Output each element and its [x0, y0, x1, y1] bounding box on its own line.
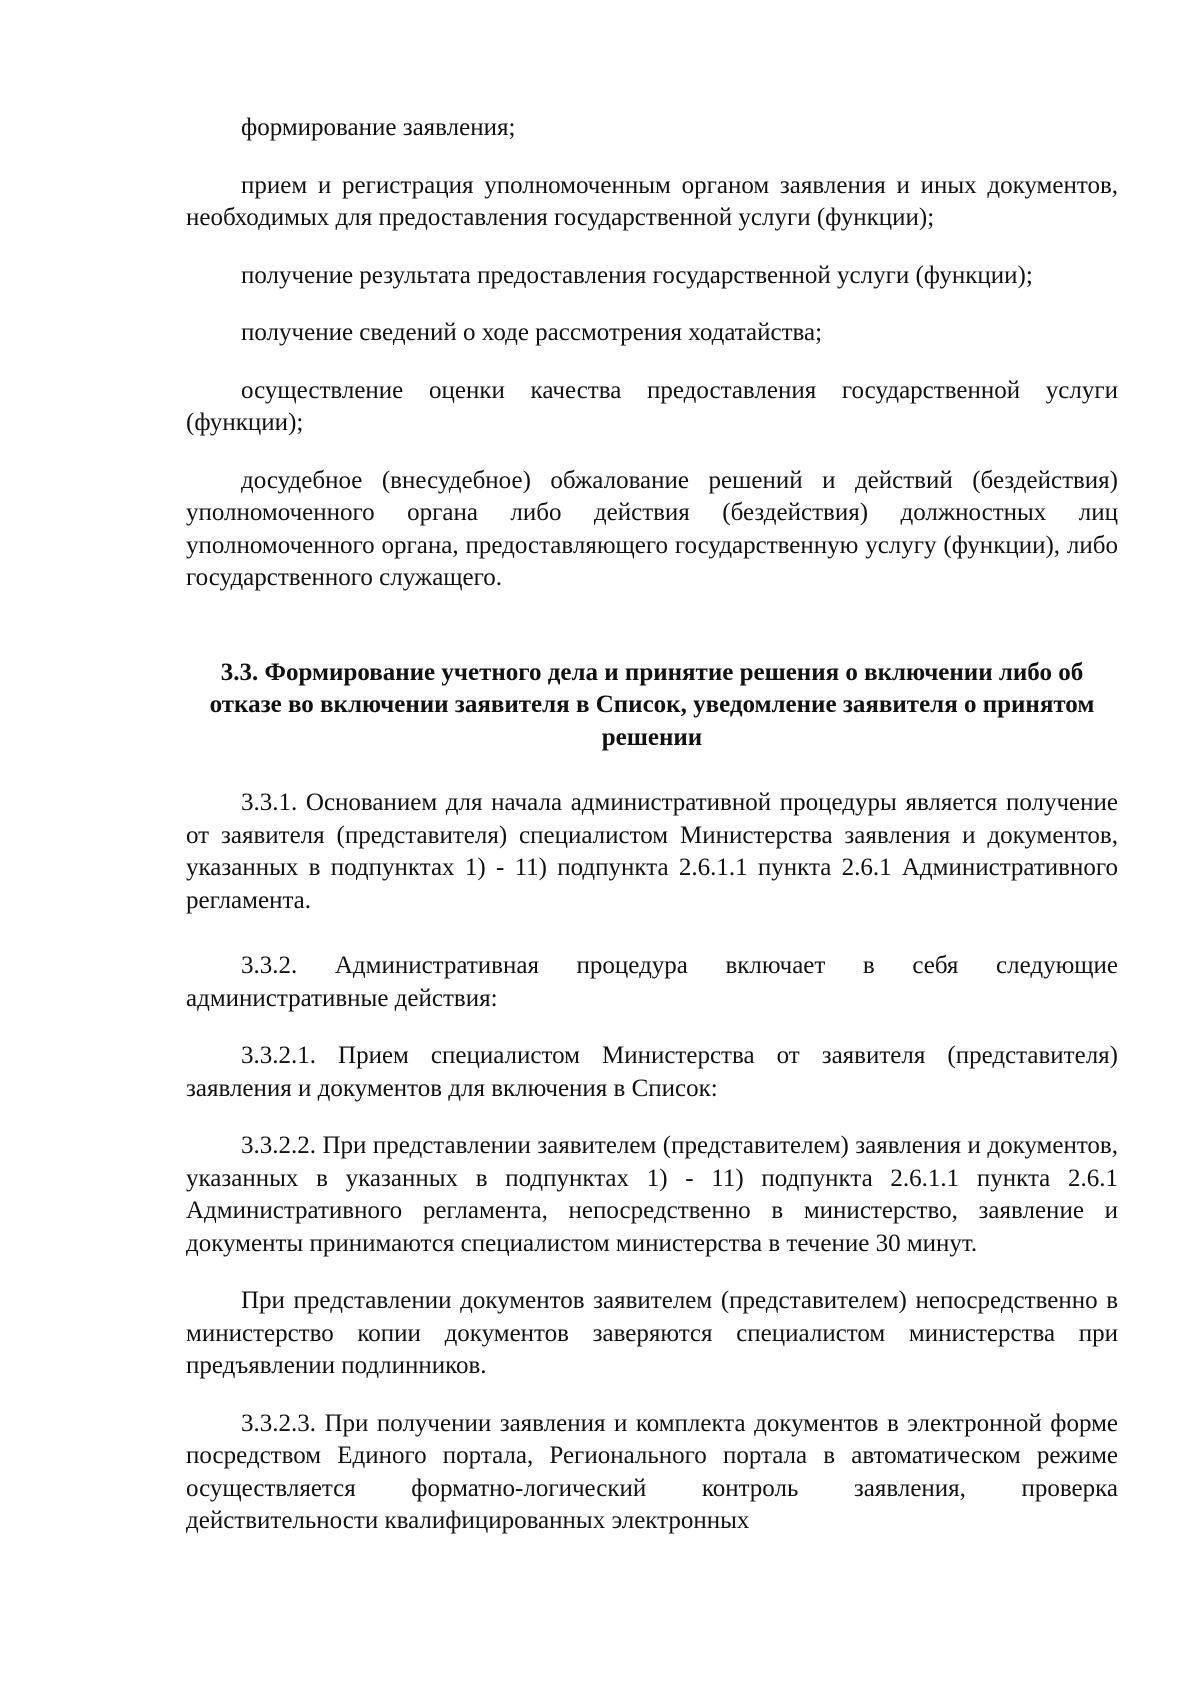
paragraph-pretrial-appeal: досудебное (внесудебное) обжалование решений и действий (бездействия) уполномоченного органа либо действия (бездействия) должностных лиц уполномоченного органа, предоставляющего государственную услугу (функции), либо государственного служащего. [186, 466, 1118, 591]
paragraph-obtaining-result: получение результата предоставления государственной услуги (функции); [241, 261, 1033, 289]
paragraph-copies-certification: При представлении документов заявителем (представителем) непосредственно в министерство копии документов заверяются специалистом министерства при предъявлении подлинников. [186, 1287, 1118, 1379]
paragraph-quality-assessment: осуществление оценки качества предоставления государственной услуги (функции); [186, 376, 1118, 436]
document-body [186, 112, 1118, 1538]
paragraph-3-3-2-3: 3.3.2.3. При получении заявления и комплекта документов в электронной форме посредством Единого портала, Регионального портала в автоматическом режиме осуществляется форматно-логический контроль заявления, проверка действительности квалифицированных электронных [186, 1409, 1118, 1534]
section-heading-3-3: 3.3. Формирование учетного дела и принятие решения о включении либо об отказе во включении заявителя в Список, уведомление заявителя о принятом решении [209, 658, 1095, 751]
paragraph-reception-registration: прием и регистрация уполномоченным органом заявления и иных документов, необходимых для предоставления государственной услуги (функции); [186, 171, 1118, 231]
paragraph-3-3-2-2: 3.3.2.2. При представлении заявителем (представителем) заявления и документов, указанных в указанных в подпунктах 1) - 11) подпункта 2.6.1.1 пункта 2.6.1 Административного регламента, непосредственно в министерство, заявление и документы принимаются специалистом министерства в течение 30 минут. [186, 1132, 1118, 1257]
paragraph-3-3-1: 3.3.1. Основанием для начала административной процедуры является получение от заявителя (представителя) специалистом Министерства заявления и документов, указанных в подпунктах 1) - 11) подпункта 2.6.1.1 пункта 2.6.1 Административного регламента. [186, 789, 1118, 914]
paragraph-3-3-2: 3.3.2. Административная процедура включает в себя следующие административные действия: [186, 952, 1118, 1012]
paragraph-3-3-2-1: 3.3.2.1. Прием специалистом Министерства от заявителя (представителя) заявления и документов для включения в Список: [186, 1042, 1118, 1102]
paragraph-status-info: получение сведений о ходе рассмотрения ходатайства; [241, 319, 823, 346]
paragraph-forming-application: формирование заявления; [241, 114, 516, 141]
